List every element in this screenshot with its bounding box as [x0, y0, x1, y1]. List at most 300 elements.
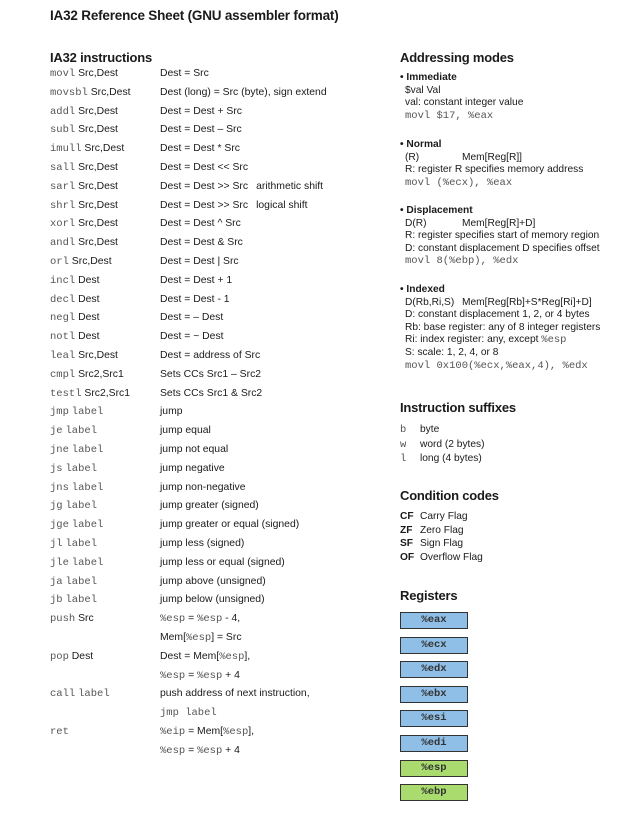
instruction-mnemonic: ret [50, 725, 69, 738]
description-line [160, 234, 243, 253]
condition-code-label: Overflow Flag [420, 551, 483, 563]
instruction-mnemonic: movsbl [50, 86, 88, 99]
description-text: Dest = Mem[ [160, 650, 220, 662]
condition-code-label: Carry Flag [420, 511, 468, 522]
instructions-heading: IA32 instructions [50, 50, 153, 65]
instruction-description [160, 385, 262, 404]
description-text: Dest = address of Src [160, 349, 261, 361]
register-ref: %esp [197, 613, 223, 626]
instruction-description [160, 422, 211, 441]
condition-code-abbrev: ZF [400, 524, 413, 536]
normal-desc: R: register R specifies memory address [405, 164, 584, 176]
instruction-description [160, 441, 228, 460]
register-ref: %esp [160, 669, 186, 682]
instruction-description [160, 197, 307, 216]
instruction-mnemonic: ja [50, 575, 63, 588]
description-text: jump non-negative [160, 481, 246, 493]
condition-code-item [400, 525, 464, 536]
instruction-description [160, 65, 209, 84]
instruction-row [50, 536, 370, 555]
instruction-description [160, 159, 248, 178]
instruction-operands: Src,Dest [78, 199, 118, 211]
instruction-code [50, 519, 103, 531]
normal-head: • Normal [400, 139, 442, 150]
description-line [160, 573, 266, 592]
instruction-operands: label [65, 575, 98, 588]
register-box: %edx [400, 661, 468, 678]
instruction-row [50, 592, 370, 611]
description-text: Dest = Dest + 1 [160, 274, 233, 286]
suffix-item [400, 424, 439, 436]
condition-code-item [400, 552, 483, 563]
description-line [160, 554, 285, 573]
description-line [160, 253, 239, 272]
instruction-description [160, 121, 242, 140]
instruction-mnemonic: andl [50, 237, 76, 250]
description-line [160, 272, 232, 291]
instruction-row [50, 85, 370, 104]
instruction-operands: Src,Dest [78, 237, 118, 249]
instruction-mnemonic: shrl [50, 199, 76, 212]
description-line [160, 535, 244, 554]
register-ref: %esp [160, 613, 186, 626]
instruction-mnemonic: subl [50, 124, 76, 137]
instruction-code [50, 181, 118, 193]
addressing-normal [400, 139, 583, 189]
addressing-heading: Addressing modes [400, 50, 514, 65]
instruction-description [160, 535, 244, 554]
instruction-description [160, 253, 239, 272]
instruction-code [50, 576, 97, 588]
instruction-description [160, 573, 266, 592]
description-note: arithmetic shift [256, 180, 324, 192]
description-line [160, 685, 310, 704]
description-text: jump greater (signed) [160, 500, 259, 512]
description-text: Dest = Dest | Src [160, 255, 239, 267]
instruction-description [160, 685, 310, 723]
register-box: %esp [400, 760, 468, 777]
instruction-mnemonic: jns [50, 481, 69, 494]
description-text: Dest = ~ Dest [160, 331, 224, 343]
addressing-indexed [400, 284, 600, 372]
page-title: IA32 Reference Sheet (GNU assembler format) [50, 8, 339, 23]
description-text: = Mem[ [185, 725, 224, 737]
instruction-row [50, 724, 370, 762]
instruction-mnemonic: jge [50, 519, 69, 532]
instruction-description [160, 516, 299, 535]
instruction-row [50, 254, 370, 273]
description-text: Dest = Dest >> Src [160, 180, 249, 192]
instruction-mnemonic: cmpl [50, 368, 76, 381]
instruction-code [50, 124, 118, 136]
description-line [160, 309, 223, 328]
instruction-mnemonic: jl [50, 537, 63, 550]
instruction-description [160, 610, 242, 648]
instruction-code [50, 256, 112, 268]
register-ref: jmp label [160, 707, 217, 720]
description-text: Mem[ [160, 631, 186, 643]
description-text: = [185, 744, 198, 756]
description-line [160, 159, 248, 178]
instruction-operands: label [65, 425, 98, 438]
instruction-description [160, 178, 323, 197]
register-ref: %esp [219, 650, 245, 663]
description-line [160, 742, 254, 761]
description-text: Sets CCs Src1 – Src2 [160, 368, 262, 380]
description-text: = [185, 669, 198, 681]
immediate-syntax: $val Val [405, 84, 441, 96]
instruction-operands: label [71, 481, 104, 494]
instruction-operands: Src,Dest [78, 68, 118, 79]
addressing-displacement [400, 205, 600, 268]
instruction-code [50, 369, 124, 381]
instruction-description [160, 215, 241, 234]
instruction-description [160, 272, 232, 291]
description-line [160, 460, 225, 479]
instruction-mnemonic: sall [50, 161, 76, 174]
description-line [160, 215, 241, 234]
condition-code-abbrev: OF [400, 551, 415, 563]
description-text: Dest = Dest << Src [160, 161, 249, 173]
description-text: jump below (unsigned) [160, 594, 265, 606]
instruction-row [50, 122, 370, 141]
description-text: Dest = Dest & Src [160, 237, 243, 249]
description-line [160, 385, 262, 404]
instruction-code [50, 106, 118, 118]
description-text: Dest = Dest * Src [160, 143, 240, 155]
instruction-row [50, 198, 370, 217]
instruction-operands: Dest [78, 312, 100, 324]
instruction-description [160, 591, 265, 610]
instruction-operands: label [71, 519, 104, 532]
instruction-description [160, 291, 230, 310]
instruction-description [160, 347, 260, 366]
description-line [160, 121, 242, 140]
suffix-code: b [400, 424, 407, 436]
description-text: Dest = Dest + Src [160, 105, 242, 117]
instruction-mnemonic: jne [50, 443, 69, 456]
instruction-description [160, 497, 259, 516]
description-line [160, 422, 211, 441]
description-text: + 4 [222, 744, 240, 756]
displacement-desc-r: R: register specifies start of memory region [405, 230, 600, 242]
instruction-row [50, 141, 370, 160]
instruction-row [50, 498, 370, 517]
register-ref: %esp [197, 669, 223, 682]
description-text: Dest = Dest ^ Src [160, 218, 241, 230]
instruction-row [50, 517, 370, 536]
instruction-operands: label [71, 556, 104, 569]
instruction-operands: Src,Dest [71, 255, 112, 267]
instruction-operands: label [65, 537, 98, 550]
suffix-code: l [400, 453, 407, 465]
instruction-row [50, 555, 370, 574]
indexed-desc-rb: Rb: base register: any of 8 integer registers [405, 321, 601, 333]
instruction-code [50, 688, 110, 700]
normal-syntax: (R) Mem[Reg[R]] [405, 151, 523, 163]
description-text: Dest = Dest - 1 [160, 293, 230, 305]
instruction-row [50, 104, 370, 123]
suffixes-heading: Instruction suffixes [400, 400, 516, 415]
instruction-operands: Src2,Src1 [78, 368, 124, 380]
instruction-code [50, 388, 130, 400]
instruction-description [160, 234, 243, 253]
instruction-code [50, 500, 97, 512]
condition-code-item [400, 511, 468, 522]
instruction-code [50, 482, 103, 494]
instruction-mnemonic: negl [50, 312, 76, 325]
description-text: + 4 [222, 669, 240, 681]
instruction-description [160, 103, 242, 122]
immediate-desc: val: constant integer value [405, 97, 524, 109]
instruction-row [50, 348, 370, 367]
instruction-operands: Dest [78, 331, 100, 343]
description-text: ], [244, 650, 251, 662]
indexed-desc-ri: Ri: index register: any, except %esp [405, 334, 567, 347]
description-note: logical shift [256, 199, 308, 211]
addressing-immediate [400, 72, 523, 122]
instruction-description [160, 328, 224, 347]
instruction-mnemonic: call [50, 688, 76, 701]
condition-code-item [400, 538, 463, 549]
instruction-operands: label [71, 406, 104, 419]
instruction-row [50, 649, 370, 687]
instruction-operands: Src,Dest [78, 124, 118, 136]
description-text: Dest = Dest >> Src [160, 199, 249, 211]
instruction-mnemonic: pop [50, 650, 69, 663]
description-text: ], [248, 725, 255, 737]
description-text: ] = Src [211, 631, 242, 643]
instruction-row [50, 292, 370, 311]
instruction-row [50, 480, 370, 499]
instruction-description [160, 403, 183, 422]
description-line [160, 103, 242, 122]
instruction-code [50, 143, 124, 155]
instruction-row [50, 574, 370, 593]
suffix-code: w [400, 438, 407, 451]
description-text: jump less (signed) [160, 537, 245, 549]
description-line [160, 65, 209, 84]
instruction-mnemonic: imull [50, 143, 82, 156]
register-ref: %esp [185, 631, 212, 644]
instruction-code [50, 162, 118, 174]
instruction-mnemonic: jg [50, 500, 63, 513]
instruction-code [50, 463, 97, 475]
condition-code-label: Sign Flag [420, 538, 464, 549]
instruction-mnemonic: decl [50, 293, 76, 306]
instruction-row [50, 329, 370, 348]
instruction-row [50, 160, 370, 179]
description-line [160, 178, 323, 197]
instruction-row [50, 461, 370, 480]
description-line [160, 479, 246, 498]
description-line [160, 591, 265, 610]
instruction-mnemonic: jb [50, 594, 63, 607]
description-line [160, 667, 250, 686]
description-text: Sets CCs Src1 & Src2 [160, 387, 263, 399]
register-ref: %esp [197, 744, 223, 757]
instruction-code [50, 200, 118, 212]
instruction-code [50, 312, 99, 324]
register-box: %ebp [400, 784, 468, 801]
instruction-operands: Src,Dest [78, 161, 118, 173]
immediate-head: • Immediate [400, 72, 457, 83]
instruction-mnemonic: movl [50, 68, 76, 80]
instruction-operands: Src,Dest [78, 218, 118, 230]
description-line [160, 84, 327, 103]
instruction-description [160, 366, 261, 385]
instruction-row [50, 423, 370, 442]
description-line [160, 629, 242, 648]
instruction-code [50, 331, 99, 343]
instruction-code [50, 294, 99, 306]
description-text: - 4, [222, 613, 241, 625]
immediate-example: movl $17, %eax [405, 109, 494, 122]
instruction-mnemonic: je [50, 425, 63, 438]
instruction-row [50, 686, 370, 724]
description-line [160, 403, 183, 422]
description-line [160, 140, 240, 159]
instruction-code [50, 538, 97, 550]
displacement-example: movl 8(%ebp), %edx [405, 255, 519, 268]
register-ref: %esp [541, 334, 567, 347]
register-box: %esi [400, 710, 468, 727]
instruction-list [50, 66, 370, 761]
description-text: jump above (unsigned) [160, 575, 266, 587]
instruction-operands: Dest [78, 293, 100, 305]
description-text: Dest = Src [160, 68, 209, 79]
instruction-code [50, 406, 103, 418]
instruction-code [50, 237, 118, 249]
registers-heading: Registers [400, 588, 458, 603]
instruction-operands: Dest [71, 650, 94, 662]
description-line [160, 648, 250, 667]
instruction-row [50, 367, 370, 386]
description-line [160, 704, 310, 723]
description-text: jump negative [160, 462, 225, 474]
description-text: Dest = – Dest [160, 312, 224, 324]
register-ref: %esp [160, 744, 186, 757]
instruction-description [160, 84, 327, 103]
description-text: jump greater or equal (signed) [160, 519, 300, 531]
instruction-code [50, 726, 69, 738]
instruction-code [50, 613, 94, 625]
indexed-example: movl 0x100(%ecx,%eax,4), %edx [405, 359, 588, 372]
instruction-row [50, 216, 370, 235]
instruction-description [160, 460, 225, 479]
instruction-description [160, 479, 246, 498]
register-ref: %esp [223, 725, 249, 738]
register-box: %edi [400, 735, 468, 752]
instruction-row [50, 273, 370, 292]
condition-code-label: Zero Flag [420, 524, 464, 536]
description-text: = [185, 613, 198, 625]
suffix-label: long (4 bytes) [420, 453, 482, 464]
instruction-code [50, 275, 99, 287]
description-line [160, 197, 307, 216]
description-line [160, 516, 299, 535]
instruction-operands: label [71, 443, 104, 456]
description-text: push address of next instruction, [160, 688, 310, 700]
instruction-operands: Src,Dest [78, 105, 118, 117]
instruction-description [160, 648, 250, 686]
indexed-desc-s: S: scale: 1, 2, 4, or 8 [405, 346, 499, 358]
description-line [160, 441, 228, 460]
instruction-operands: label [65, 500, 98, 513]
description-line [160, 610, 242, 629]
instruction-description [160, 723, 254, 761]
instruction-operands: Src,Dest [90, 86, 131, 98]
instruction-mnemonic: sarl [50, 180, 76, 193]
instruction-row [50, 179, 370, 198]
register-box: %eax [400, 612, 468, 629]
description-text: jump [160, 406, 183, 418]
register-ref: %eip [160, 725, 186, 738]
instruction-code [50, 594, 97, 606]
instruction-description [160, 140, 240, 159]
instruction-mnemonic: incl [50, 274, 76, 287]
description-line [160, 723, 254, 742]
description-line [160, 291, 230, 310]
instruction-mnemonic: jmp [50, 406, 69, 419]
condition-codes-heading: Condition codes [400, 488, 499, 503]
instruction-mnemonic: addl [50, 105, 76, 118]
instruction-row [50, 235, 370, 254]
instruction-code [50, 68, 118, 80]
instruction-row [50, 66, 370, 85]
description-text: Dest (long) = Src (byte), sign extend [160, 86, 327, 98]
instruction-code [50, 425, 97, 437]
description-line [160, 347, 260, 366]
instruction-code [50, 557, 103, 569]
instruction-operands: Src,Dest [84, 143, 125, 155]
instruction-mnemonic: xorl [50, 218, 76, 231]
instruction-code [50, 444, 103, 456]
instruction-operands: Dest [78, 274, 100, 286]
description-text: Dest = Dest – Src [160, 124, 242, 136]
condition-code-abbrev: SF [400, 538, 414, 549]
suffix-item [400, 439, 485, 451]
indexed-head: • Indexed [400, 284, 445, 295]
suffix-label: byte [420, 424, 440, 435]
instruction-code [50, 350, 118, 362]
instruction-operands: Src [78, 613, 94, 625]
instruction-row [50, 442, 370, 461]
instruction-operands: label [65, 462, 98, 475]
instruction-description [160, 309, 223, 328]
suffix-item [400, 453, 482, 465]
instruction-operands: label [65, 594, 98, 607]
instruction-mnemonic: notl [50, 331, 76, 344]
instruction-mnemonic: leal [50, 349, 76, 362]
instruction-mnemonic: jle [50, 556, 69, 569]
instruction-row [50, 386, 370, 405]
instruction-code [50, 218, 118, 230]
description-line [160, 497, 259, 516]
suffix-label: word (2 bytes) [420, 438, 485, 450]
instruction-description [160, 554, 285, 573]
instruction-code [50, 651, 93, 663]
instruction-operands: Src,Dest [78, 180, 118, 192]
instruction-operands: label [78, 688, 110, 701]
description-text: jump less or equal (signed) [160, 556, 285, 568]
register-box: %ebx [400, 686, 468, 703]
instruction-mnemonic: js [50, 462, 63, 475]
instruction-code [50, 87, 131, 99]
description-text: jump equal [160, 425, 211, 437]
instruction-row [50, 310, 370, 329]
instruction-row [50, 611, 370, 649]
